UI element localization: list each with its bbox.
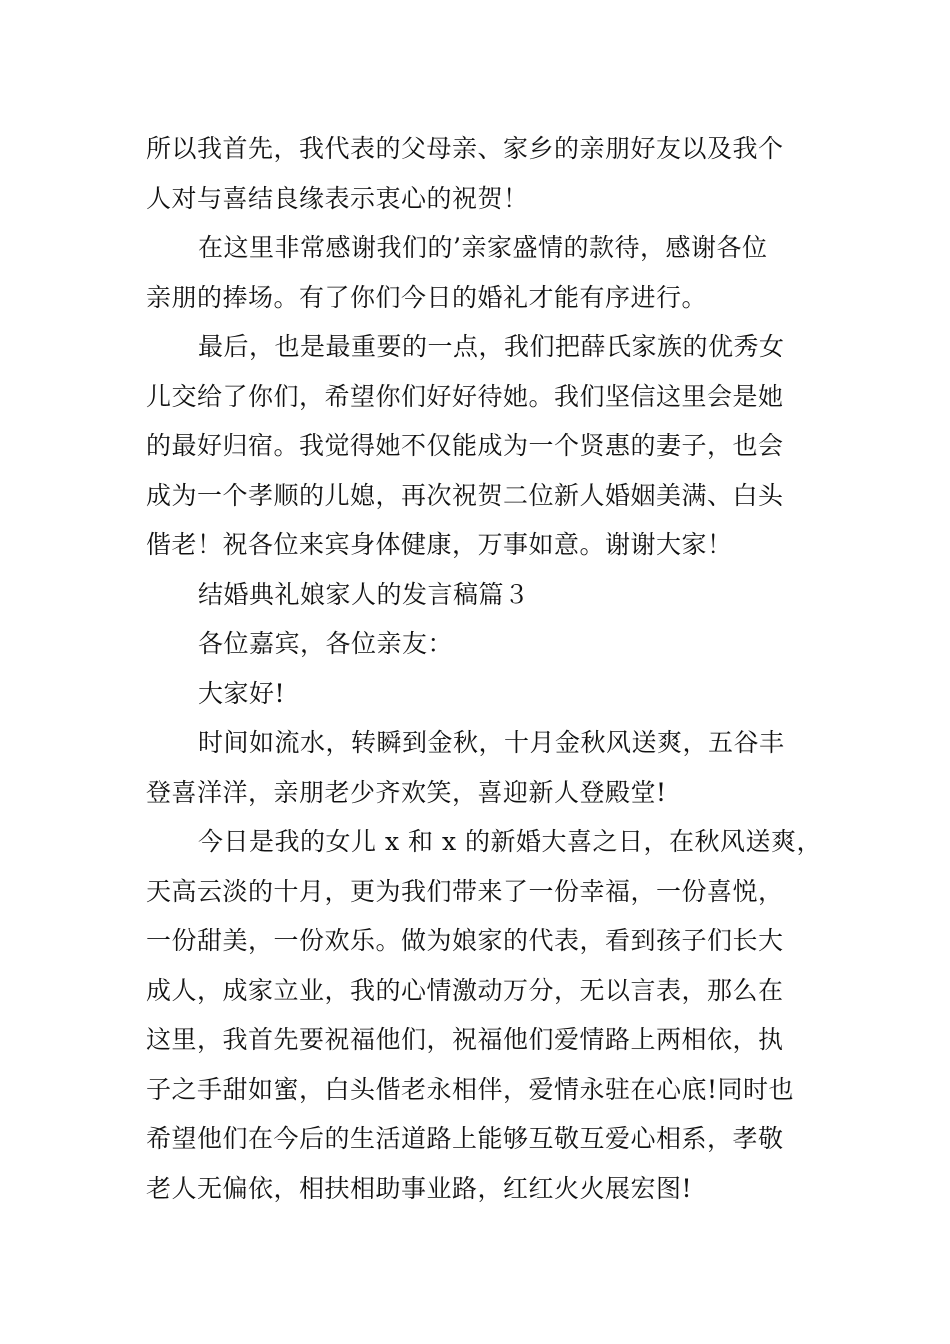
text-line: 大家好! — [198, 678, 286, 708]
text-line: 的最好归宿。我觉得她不仅能成为一个贤惠的妻子，也会 — [146, 431, 784, 460]
text-line: 成为一个孝顺的儿媳，再次祝贺二位新人婚姻美满、白头 — [146, 480, 784, 510]
paragraph — [146, 570, 806, 620]
text-line: 希望他们在今后的生活道路上能够互敬互爱心相系，孝敬 — [146, 1124, 784, 1153]
text-line: 这里，我首先要祝福他们，祝福他们爱情路上两相依，执 — [146, 1025, 784, 1054]
document-body — [146, 124, 822, 1213]
paragraph — [146, 322, 806, 570]
text-line: 人对与喜结良缘表示衷心的祝贺！ — [146, 183, 529, 213]
text-line: 在这里非常感谢我们的’亲家盛情的款待，感谢各位 — [198, 233, 768, 262]
text-line: 结婚典礼娘家人的发言稿篇３ — [198, 579, 530, 609]
text-line: 成人，成家立业，我的心情激动万分，无以言表，那么在 — [146, 975, 784, 1005]
paragraph — [146, 817, 822, 1213]
text-line: 天高云淡的十月，更为我们带来了一份幸福，一份喜悦， — [146, 876, 784, 906]
text-line: 一份甜美，一份欢乐。做为娘家的代表，看到孩子们长大 — [146, 926, 784, 955]
text-line: 偕老！祝各位来宾身体健康，万事如意。谢谢大家！ — [146, 530, 733, 559]
text-line: 登喜洋洋，亲朋老少齐欢笑，喜迎新人登殿堂! — [146, 777, 667, 807]
paragraph — [146, 718, 806, 817]
text-line: 亲朋的捧场。有了你们今日的婚礼才能有序进行。 — [146, 282, 708, 312]
text-line: 老人无偏依，相扶相助事业路，红红火火展宏图! — [146, 1173, 693, 1203]
paragraph — [146, 619, 806, 669]
text-line: 最后，也是最重要的一点，我们把薛氏家族的优秀女 — [198, 332, 785, 361]
text-line: 儿交给了你们，希望你们好好待她。我们坚信这里会是她 — [146, 381, 784, 411]
text-line: 今日是我的女儿 x 和 x 的新婚大喜之日，在秋风送爽， — [198, 827, 822, 856]
text-line: 各位嘉宾，各位亲友： — [198, 629, 454, 658]
text-line: 时间如流水，转瞬到金秋，十月金秋风送爽，五谷丰 — [198, 728, 785, 757]
text-line: 子之手甜如蜜，白头偕老永相伴，爱情永驻在心底!同时也 — [146, 1074, 795, 1104]
paragraph — [146, 223, 806, 322]
paragraph — [146, 669, 806, 719]
paragraph — [146, 124, 806, 223]
text-line: 所以我首先，我代表的父母亲、家乡的亲朋好友以及我个 — [146, 134, 784, 163]
